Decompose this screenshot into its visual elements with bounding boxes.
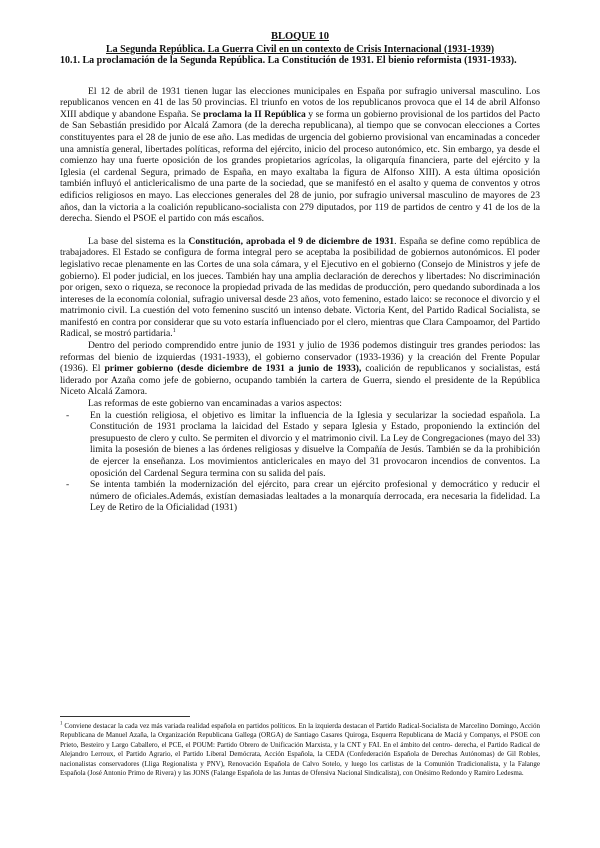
reforms-list <box>60 410 540 514</box>
document-body <box>60 31 540 514</box>
p1-text-c: y se forma un gobierno provisional de los partidos del Pacto de San Sebastián presidido por Alcalá Zamora (de la derecha republicana), al tiempo que se convocan elecciones a Cortes constituyentes para el 28 de junio de ese año. Las medidas de urgencia del gobierno provisional van encaminadas a conceder una amnistía general, libertades políticas, reforma del ejército, inicio del proceso autonómico, etc. Sin embargo, ya desde el comienzo hay una fuerte oposición de los grandes propietarios agrícolas, la oligarquía financiera, parte del ejército y la Iglesia (el cardenal Segura, primado de España, en mayo exaltaba la figura de Alfonso XIII). A esta última oposición también influyó el anticlericalismo de una parte de la sociedad, que se manifestó en el asalto y quema de conventos y otros edificios religiosos en mayo. Las elecciones generales del 28 de junio, por sufragio universal masculino de mayores de 23 años, dan la victoria a la coalición republicano-socialista con 279 diputados, por 119 de partidos de centro y 41 de los de la derecha. Siendo el PSOE el partido con más escaños. <box>60 108 540 225</box>
p3-bold: primer gobierno (desde diciembre de 1931 a junio de 1933), <box>104 363 362 375</box>
paragraph-gap <box>60 225 540 236</box>
p1-text-a: El 12 de abril de 1931 tienen lugar las elecciones municipales en España por sufragio universal masculino. Los republicanos vencen en 41 de las 50 provincias. El triunfo en votos de los republicanos provoca que el 14 de abril Alfonso XIII abdique y abandone España. Se <box>60 85 540 120</box>
list-item <box>60 479 540 514</box>
list-item-text: Se intenta también la modernización del ejército, para crear un ejército profesional y democrático y reducir el número de oficiales.Además, existían demasiadas lealtades a la monarquía derrocada, era necesaria la fidelidad. La Ley de Retiro de la Oficialidad (1931) <box>90 479 540 514</box>
p2-bold: Constitución, aprobada el 9 de diciembre de 1931 <box>188 235 395 247</box>
p3-text-a: Dentro del periodo comprendido entre junio de 1931 y julio de 1936 podemos distinguir tres grandes periodos: las reformas del bienio de izquierdas (1931-1933), el gobierno conservador (1933-1936) y la creación del Frente Popular (1936). El <box>60 340 540 375</box>
paragraph-periods <box>60 340 540 398</box>
block-title: BLOQUE 10 <box>270 31 330 42</box>
document-subtitle: La Segunda República. La Guerra Civil en un contexto de Crisis Internacional (1931-1939) <box>105 43 495 55</box>
footnote-mark: 1 <box>60 721 63 727</box>
list-item <box>60 410 540 480</box>
section-title: 10.1. La proclamación de la Segunda República. La Constitución de 1931. El bienio reformista (1931-1933). <box>60 55 517 67</box>
p2-text-a: La base del sistema es la <box>88 235 189 247</box>
footnote <box>60 722 540 778</box>
footnote-text: Conviene destacar la cada vez más variada realidad española en partidos políticos. En la izquierda destacan el Partido Radical-Socialista de Marcelino Domingo, Acción Republicana de Manuel Azaña, la Organización Republicana Gallega (ORGA) de Santiago Casares Quiroga, Esquerra Republicana de Maciá y Companys, el PSOE con Prieto, Besteiro y Largo Caballero, el PCE, el POUM: Partido Obrero de Unificación Marxista, y la CNT y FAI. En el ámbito del centro- derecha, el Partido Radical de Alejandro Lerroux, el Partido Agrario, el Partido Liberal Demócrata, Acción Española, la CEDA (Confederación Española de Derechas Autónomas) de Gil Robles, nacionalistas conservadores (Lliga Regionalista y PNV), Renovación Española de Calvo Sotelo, y luego los carlistas de la Comunión Tradicionalista, y la Falange Española (José Antonio Primo de Rivera) y las JONS (Falange Española de las Juntas de Ofensiva Nacional Sindicalista), con Onésimo Redondo y Ramiro Ledesma. <box>60 722 540 778</box>
footnote-ref: 1 <box>172 328 176 335</box>
dash-marker: - <box>66 479 70 491</box>
paragraph-constitution <box>60 236 540 340</box>
paragraph-reforms-intro: Las reformas de este gobierno van encaminadas a varios aspectos: <box>88 398 342 410</box>
p1-bold: proclama la II República <box>203 108 306 120</box>
dash-marker: - <box>66 409 70 421</box>
list-item-text: En la cuestión religiosa, el objetivo es limitar la influencia de la Iglesia y secularizar la sociedad española. La Constitución de 1931 proclama la laicidad del Estado y separa Iglesia y Estado, proponiendo la extinción del presupuesto de clero y culto. Se permiten el divorcio y el matrimonio civil. La Ley de Congregaciones (mayo del 33) limita la posesión de bienes a las órdenes religiosas y disuelve la Compañía de Jesús. También se da la prohibición de ejercer la enseñanza. Los movimientos anticlericales en mayo del 31 provocaron incendios de conventos. La oposición del Cardenal Segura termina con su salida del país. <box>90 409 540 479</box>
footnote-divider <box>60 716 190 717</box>
p2-text-c: . España se define como república de trabajadores. El Estado se configura de forma integral pero se aceptaba la posibilidad de gobiernos autonómicos. El poder legislativo recae plenamente en las Cortes de una sola cámara, y el Ejecutivo en el gobierno (Consejo de Ministros y jefe de gobierno). El poder judicial, en los jueces. También hay una amplia declaración de derechos y libertades: No discriminación por origen, sexo o riqueza, se reconoce la propiedad privada de las medidas de producción, pero quedando subordinada a los intereses de la economía colonial, sufragio universal desde 23 años, voto femenino, estado laico: se reconoce el divorcio y el matrimonio civil. La cuestión del voto femenino suscitó un intenso debate. Victoria Kent, del Partido Radical Socialista, se manifestó en contra por considerar que su voto estaría influenciado por el clero, mientras que Clara Campoamor, del Partido Radical, se mostró partidaria. <box>60 235 541 340</box>
paragraph-elections <box>60 86 540 225</box>
p3-text-c: coalición de republicanos y socialistas, está liderado por Azaña como jefe de gobierno, ocupando también la cartera de Guerra, siendo el presidente de la República Niceto Alcalá Zamora. <box>60 363 540 398</box>
